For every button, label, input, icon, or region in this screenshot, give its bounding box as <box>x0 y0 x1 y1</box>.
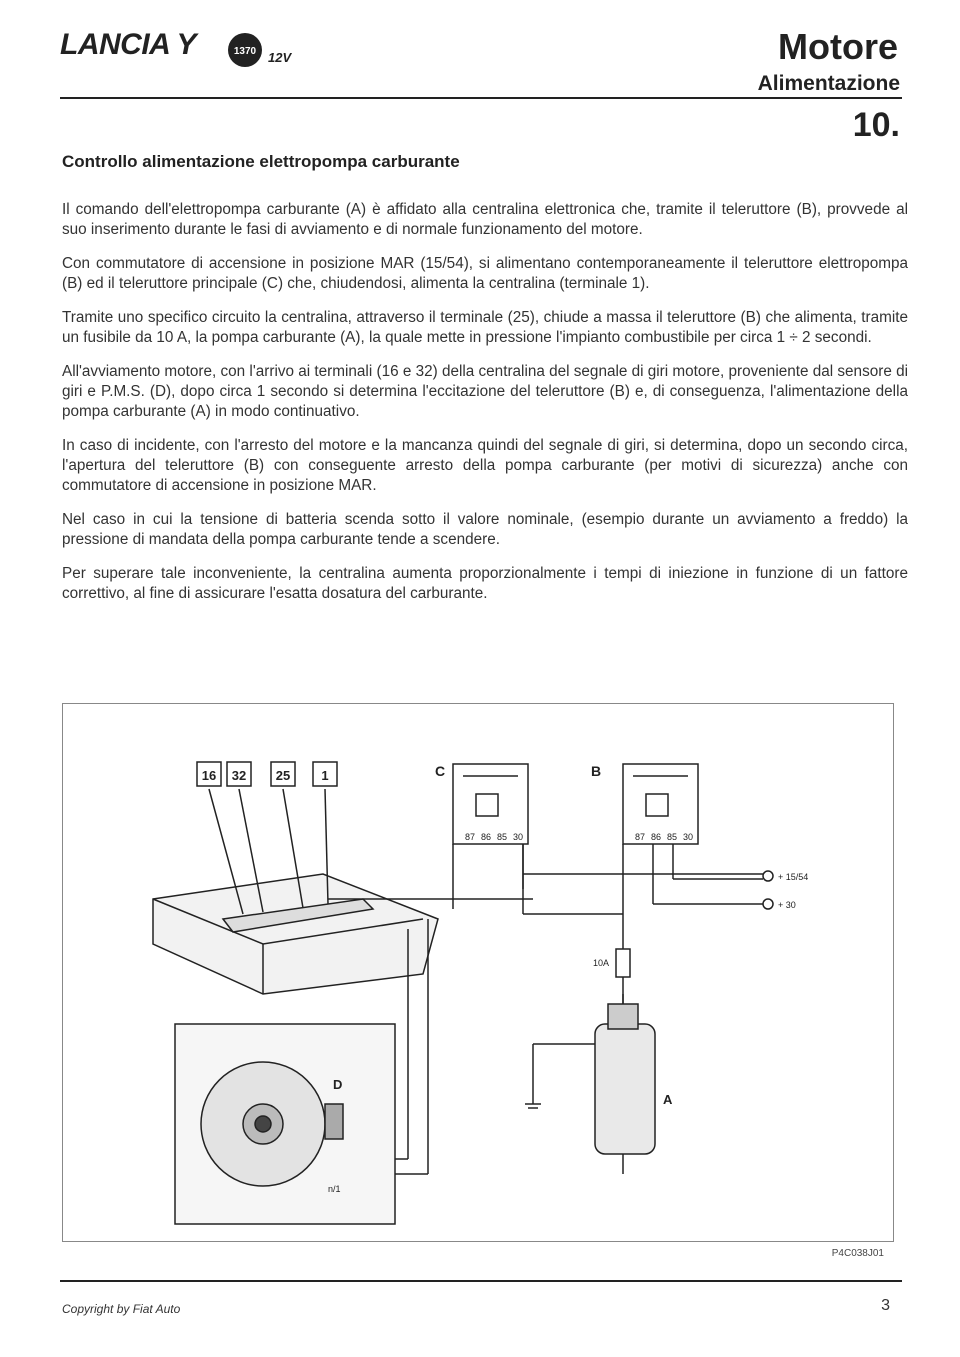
relay-c-pin: 87 <box>465 832 476 842</box>
body-text <box>62 200 908 618</box>
terminal-32: 32 <box>231 768 247 783</box>
rpm-sensor <box>325 1104 343 1139</box>
section-title: Motore <box>778 26 898 67</box>
subsection-title: Alimentazione <box>757 72 900 95</box>
terminal-25: 25 <box>275 768 291 783</box>
paragraph: All'avviamento motore, con l'arrivo ai terminali (16 e 32) della centralina del segnale di giri motore, proveniente dal sensore di giri e P.M.S. (D), dopo circa 1 secondo si determina l'eccitazione del teleruttore (B) e, di conseguenza, l'alimentazione della pompa carburante (A) in modo continuativo. <box>62 363 908 420</box>
fuse-label: 10A <box>593 958 610 968</box>
engine-logo-icon <box>225 30 265 70</box>
relay-b-label: B <box>591 763 602 779</box>
relay-c-pin: 30 <box>513 832 524 842</box>
paragraph: Il comando dell'elettropompa carburante (A) è affidato alla centralina elettronica che, tramite il teleruttore (B), provvede al suo inserimento durante le fasi di avviamento e di normale funzionamento del motore. <box>62 201 908 238</box>
supply-15-54-label: + 15/54 <box>778 872 809 882</box>
sensor-ref-label: n/1 <box>328 1184 341 1194</box>
page-heading: Controllo alimentazione elettropompa carburante <box>62 152 460 171</box>
paragraph: Nel caso in cui la tensione di batteria scenda sotto il valore nominale, (esempio durante un avviamento a freddo) la pressione di mandata della pompa carburante tende a scendere. <box>62 511 908 548</box>
terminal-1: 1 <box>321 768 329 783</box>
copyright: Copyright by Fiat Auto <box>62 1302 181 1316</box>
header-rule <box>60 97 902 99</box>
paragraph: Con commutatore di accensione in posizione MAR (15/54), si alimentano contemporaneamente il teleruttore elettropompa (B) ed il teleruttore principale (C) che, chiudendosi, alimenta la centralina (terminale 1). <box>62 255 908 292</box>
relay-c-pin: 85 <box>497 832 508 842</box>
brand-suffix: 12V <box>268 50 292 65</box>
sensor-label: D <box>333 1077 343 1092</box>
terminal-16: 16 <box>201 768 217 783</box>
wiring-diagram <box>63 704 893 1241</box>
ecu-body <box>153 874 438 994</box>
relay-b-pin: 86 <box>651 832 662 842</box>
pump-label: A <box>663 1092 673 1107</box>
footer-rule <box>60 1280 902 1282</box>
brand-title: LANCIA Y <box>60 28 197 61</box>
chapter-number: 10. <box>852 106 900 144</box>
relay-c-pin: 86 <box>481 832 492 842</box>
supply-30-terminal <box>763 899 773 909</box>
logo-text: 1370 <box>233 46 257 57</box>
supply-30-label: + 30 <box>778 900 796 910</box>
wiring-diagram-frame <box>62 703 894 1242</box>
paragraph: In caso di incidente, con l'arresto del motore e la mancanza quindi del segnale di giri, si determina, dopo un secondo circa, l'apertura del teleruttore (B) con conseguente arresto della pompa carburante (per motivi di sicurezza) anche con commutatore di accensione in posizione MAR. <box>62 437 908 494</box>
paragraph: Per superare tale inconveniente, la centralina aumenta proporzionalmente i tempi di iniezione in funzione di un fattore correttivo, al fine di assicurare l'esatta dosatura del carburante. <box>62 565 908 602</box>
relay-b-pin: 85 <box>667 832 678 842</box>
paragraph: Tramite uno specifico circuito la centralina, attraverso il terminale (25), chiude a massa il teleruttore (B) che alimenta, tramite un fusibile da 10 A, la pompa carburante (A), la quale mette in pressione l'impianto combustibile per circa 1 ÷ 2 secondi. <box>62 309 908 346</box>
supply-15-54-terminal <box>763 871 773 881</box>
relay-b-pin: 30 <box>683 832 694 842</box>
fuse <box>616 949 630 977</box>
figure-code: P4C038J01 <box>831 1248 884 1259</box>
fuel-pump <box>595 1024 655 1154</box>
relay-b-pin: 87 <box>635 832 646 842</box>
page-number: 3 <box>881 1297 890 1314</box>
relay-c-label: C <box>435 763 446 779</box>
